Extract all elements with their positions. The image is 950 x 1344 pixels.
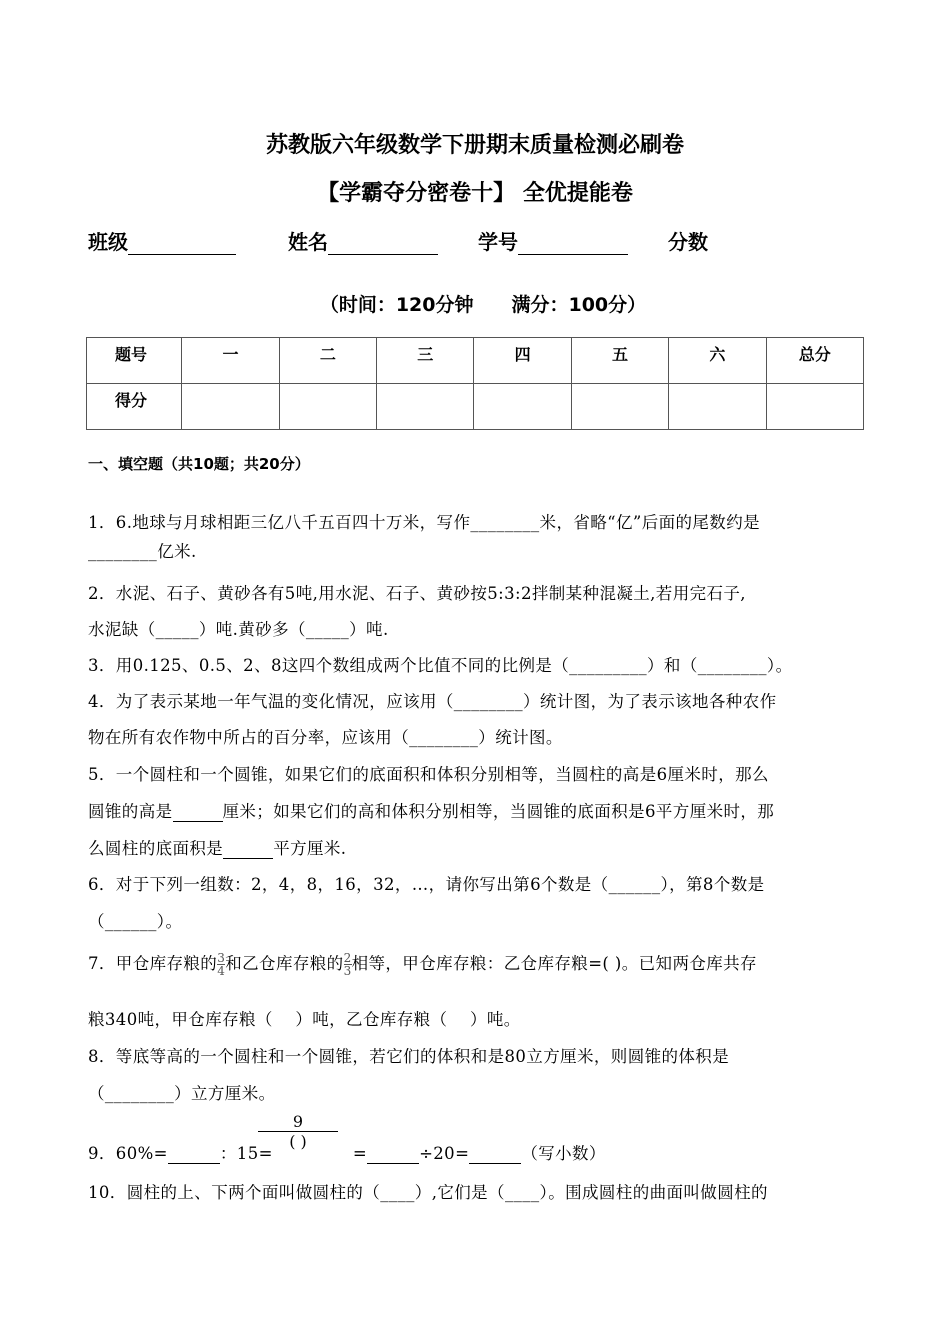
- score-cell[interactable]: [182, 384, 279, 430]
- score-table: [86, 337, 864, 430]
- question-4-line: 4．为了表示某地一年气温的变化情况，应该用（________）统计图，为了表示该地各种农作: [88, 692, 777, 711]
- section-heading: 一、填空题（共10题；共20分）: [88, 455, 310, 473]
- text: 9．60%=: [88, 1144, 168, 1163]
- question-3-line: 3．用0.125、0.5、2、8这四个数组成两个比值不同的比例是（_________）和（________）。: [88, 656, 793, 675]
- name-label: 姓名: [288, 230, 328, 254]
- question-8-line: （________）立方厘米。: [88, 1084, 276, 1103]
- numerator: 9: [258, 1112, 338, 1132]
- table-header: 四: [474, 338, 571, 384]
- table-header: 三: [377, 338, 474, 384]
- denominator: ( ): [289, 1132, 307, 1151]
- text: 平方厘米.: [273, 839, 347, 858]
- row-label: 得分: [87, 384, 182, 430]
- text: 圆锥的高是: [88, 802, 173, 821]
- question-7-line: [88, 950, 757, 977]
- table-header: 六: [669, 338, 766, 384]
- table-header: 五: [571, 338, 668, 384]
- id-field[interactable]: [478, 226, 628, 255]
- text: 和乙仓库存粮的: [225, 954, 344, 973]
- text: =: [352, 1144, 368, 1163]
- question-7-line: 粮340吨，甲仓库存粮（ ）吨，乙仓库存粮（ ）吨。: [88, 1010, 521, 1029]
- score-cell[interactable]: [474, 384, 571, 430]
- score-cell[interactable]: [279, 384, 376, 430]
- table-header: 总分: [766, 338, 863, 384]
- page-subtitle: 【学霸夺分密卷十】 全优提能卷: [317, 181, 633, 206]
- table-header: 一: [182, 338, 279, 384]
- name-field[interactable]: [288, 226, 438, 255]
- text: ：15=: [219, 1144, 273, 1163]
- id-label: 学号: [478, 230, 518, 254]
- class-label: 班级: [88, 230, 128, 254]
- table-header: 题号: [87, 338, 182, 384]
- question-10-line: 10．圆柱的上、下两个面叫做圆柱的（____）,它们是（____）。围成圆柱的曲面叫做圆柱的: [88, 1183, 768, 1202]
- text: 7．甲仓库存粮的: [88, 954, 218, 973]
- question-6-line: （______）。: [88, 912, 183, 931]
- question-1-line: 1．6.地球与月球相距三亿八千五百四十万米，写作________米，省略“亿”后面的尾数约是: [88, 513, 761, 532]
- table-header: 二: [279, 338, 376, 384]
- question-9-line: [88, 1140, 606, 1164]
- question-6-line: 6．对于下列一组数：2，4，8，16，32，…，请你写出第6个数是（______），第8个数是: [88, 875, 765, 894]
- question-5-line: [88, 798, 774, 822]
- table-row: [87, 384, 864, 430]
- score-cell[interactable]: [766, 384, 863, 430]
- question-8-line: 8．等底等高的一个圆柱和一个圆锥，若它们的体积和是80立方厘米，则圆锥的体积是: [88, 1047, 730, 1066]
- fraction-two-thirds: $\frac{2}{3}$: [343, 951, 352, 978]
- question-2-line: 水泥缺（_____）吨.黄砂多（_____）吨.: [88, 620, 389, 639]
- question-2-line: 2．水泥、石子、黄砂各有5吨,用水泥、石子、黄砂按5:3:2拌制某种混凝土,若用完石子,: [88, 584, 746, 603]
- text: 相等，甲仓库存粮：乙仓库存粮=( )。已知两仓库共存: [351, 954, 757, 973]
- text: （写小数）: [521, 1144, 606, 1163]
- score-cell[interactable]: [669, 384, 766, 430]
- question-5-line: 5．一个圆柱和一个圆锥，如果它们的底面积和体积分别相等，当圆柱的高是6厘米时，那么: [88, 765, 769, 784]
- page-title: 苏教版六年级数学下册期末质量检测必刷卷: [265, 133, 684, 158]
- score-label: 分数: [668, 230, 708, 254]
- text: 厘米；如果它们的高和体积分别相等，当圆锥的底面积是6平方厘米时，那: [222, 802, 775, 821]
- class-field[interactable]: [88, 226, 236, 255]
- question-4-line: 物在所有农作物中所占的百分率，应该用（________）统计图。: [88, 728, 563, 747]
- fraction-three-quarters: $\frac{3}{4}$: [217, 951, 226, 978]
- score-cell[interactable]: [377, 384, 474, 430]
- question-5-line: [88, 835, 346, 859]
- question-1-line: ________亿米.: [88, 542, 197, 561]
- table-header-row: [87, 338, 864, 384]
- score-cell[interactable]: [571, 384, 668, 430]
- text: ÷20=: [419, 1144, 470, 1163]
- time-info: （时间：120分钟 满分：100分）: [319, 294, 647, 316]
- text: 么圆柱的底面积是: [88, 839, 224, 858]
